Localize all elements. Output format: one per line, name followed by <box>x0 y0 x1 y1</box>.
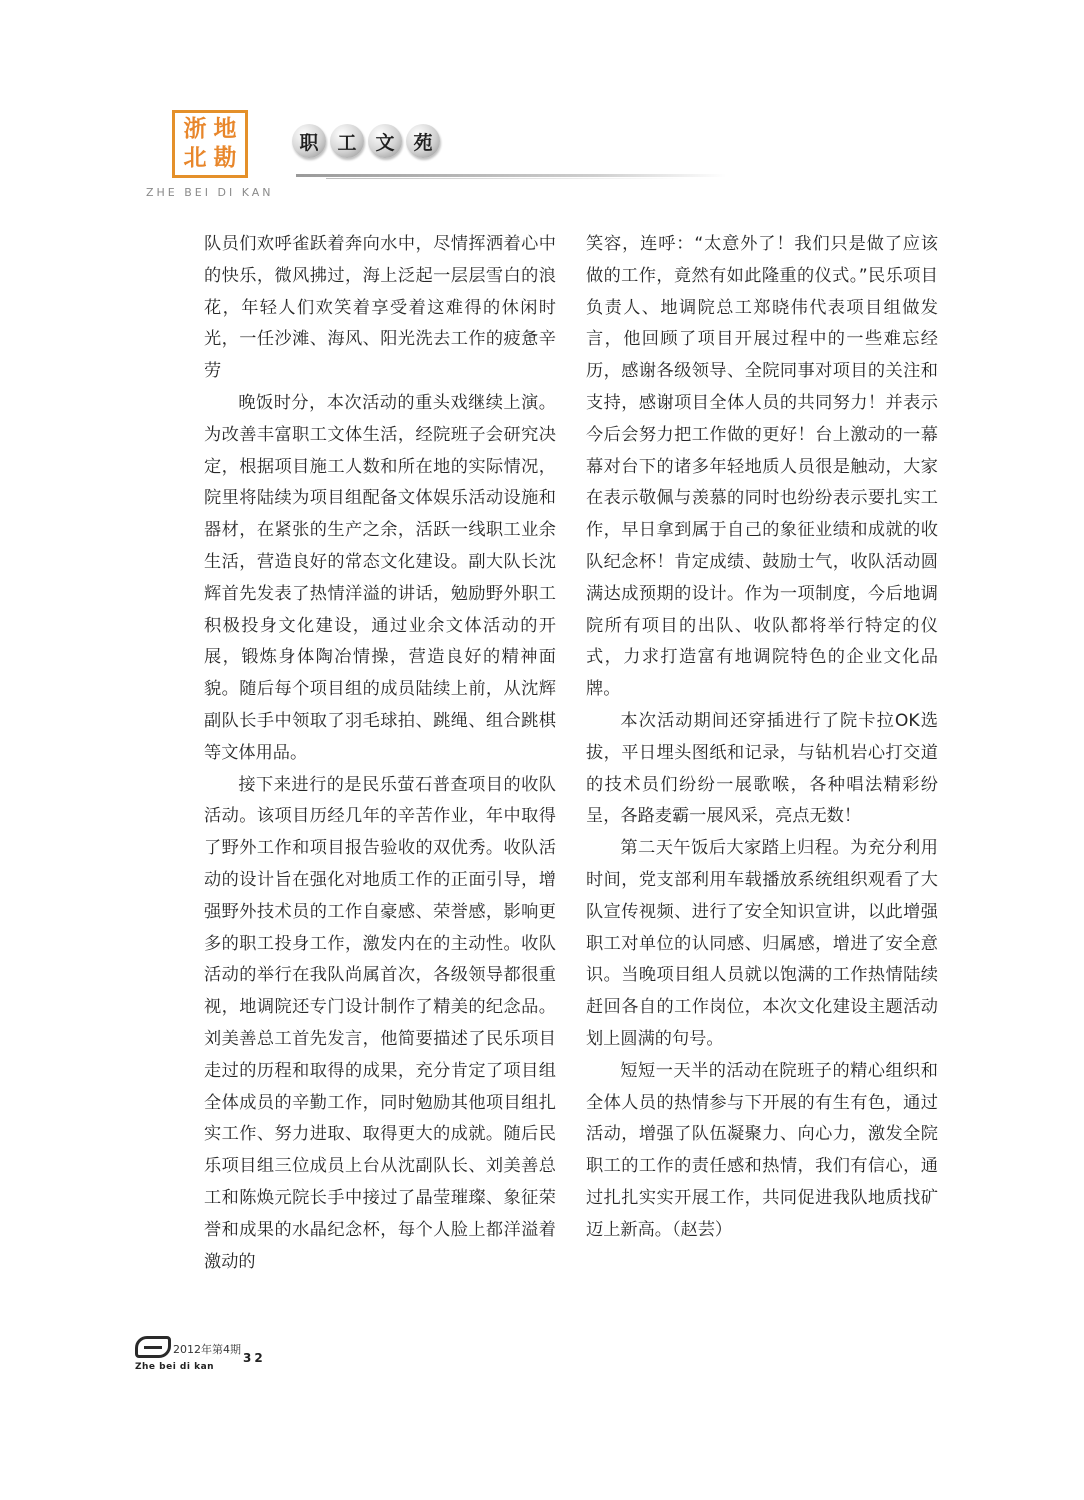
header-divider <box>296 174 726 177</box>
section-title-char: 工 <box>330 124 364 158</box>
logo-char: 地 <box>213 116 237 142</box>
section-title-char: 职 <box>292 124 326 158</box>
logo-char: 北 <box>183 145 207 171</box>
footer-brand: Zhe bei di kan <box>135 1362 215 1372</box>
article-column-left <box>204 229 556 1278</box>
page-number: 32 <box>243 1351 266 1365</box>
issue-label: 2012年第4期 <box>173 1343 241 1356</box>
section-banner <box>286 118 726 188</box>
article-paragraph: 接下来进行的是民乐萤石普查项目的收队活动。该项目历经几年的辛苦作业，年中取得了野外工作和项目报告验收的双优秀。收队活动的设计旨在强化对地质工作的正面引导，增强野外技术员的工作自豪感、荣誉感，影响更多的职工投身工作，激发内在的主动性。收队活动的举行在我队尚属首次，各级领导都很重视，地调院还专门设计制作了精美的纪念品。刘美善总工首先发言，他简要描述了民乐项目走过的历程和取得的成果，充分肯定了项目组全体成员的辛勤工作，同时勉励其他项目组扎实工作、努力进取、取得更大的成就。随后民乐项目组三位成员上台从沈副队长、刘美善总工和陈焕元院长手中接过了晶莹璀璨、象征荣誉和成果的水晶纪念杯，每个人脸上都洋溢着激动的 <box>204 774 556 1272</box>
article-paragraph: 笑容，连呼：“太意外了！我们只是做了应该做的工作，竟然有如此隆重的仪式。”民乐项目负责人、地调院总工郑晓伟代表项目组做发言，他回顾了项目开展过程中的一些难忘经历，感谢各级领导、全院同事对项目的关注和支持，感谢项目全体人员的共同努力！并表示今后会努力把工作做的更好！台上激动的一幕幕对台下的诸多年轻地质人员很是触动，大家在表示敬佩与羡慕的同时也纷纷表示要扎实工作，早日拿到属于自己的象征业绩和成就的收队纪念杯！肯定成绩、鼓励士气，收队活动圆满达成预期的设计。作为一项制度，今后地调院所有项目的出队、收队都将举行特定的仪式，力求打造富有地调院特色的企业文化品牌。 <box>586 234 938 700</box>
magazine-mark-icon <box>135 1336 171 1358</box>
logo-char: 浙 <box>183 116 207 142</box>
article-column-right <box>586 229 938 1247</box>
article-paragraph: 本次活动期间还穿插进行了院卡拉OK选拔，平日埋头图纸和记录，与钻机岩心打交道的技术员们纷纷一展歌喉，各种唱法精彩纷呈，各路麦霸一展风采，亮点无数！ <box>586 710 938 827</box>
article-paragraph: 第二天午饭后大家踏上归程。为充分利用时间，党支部利用车载播放系统组织观看了大队宣传视频、进行了安全知识宣讲，以此增强职工对单位的认同感、归属感，增进了安全意识。当晚项目组人员就以饱满的工作热情陆续赶回各自的工作岗位，本次文化建设主题活动划上圆满的句号。 <box>586 838 938 1049</box>
page-footer <box>135 1336 335 1376</box>
section-title-char: 苑 <box>406 124 440 158</box>
logo-pinyin: ZHE BEI DI KAN <box>146 186 274 199</box>
article-paragraph: 队员们欢呼雀跃着奔向水中，尽情挥洒着心中的快乐，微风拂过，海上泛起一层层雪白的浪花，年轻人们欢笑着享受着这难得的休闲时光，一任沙滩、海风、阳光洗去工作的疲惫辛劳 <box>204 234 556 382</box>
header-divider-thin <box>326 178 686 179</box>
section-title-char: 文 <box>368 124 402 158</box>
article-paragraph: 短短一天半的活动在院班子的精心组织和全体人员的热情参与下开展的有生有色，通过活动，增强了队伍凝聚力、向心力，激发全院职工的工作的责任感和热情，我们有信心，通过扎扎实实开展工作，共同促进我队地质找矿迈上新高。（赵芸） <box>586 1060 938 1240</box>
section-title <box>292 124 440 158</box>
magazine-logo <box>172 110 248 178</box>
logo-char: 勘 <box>213 145 237 171</box>
article-paragraph: 晚饭时分，本次活动的重头戏继续上演。为改善丰富职工文体生活，经院班子会研究决定，根据项目施工人数和所在地的实际情况，院里将陆续为项目组配备文体娱乐活动设施和器材，在紧张的生产之余，活跃一线职工业余生活，营造良好的常态文化建设。副大队长沈辉首先发表了热情洋溢的讲话，勉励野外职工积极投身文化建设，通过业余文体活动的开展，锻炼身体陶冶情操，营造良好的精神面貌。随后每个项目组的成员陆续上前，从沈辉副队长手中领取了羽毛球拍、跳绳、组合跳棋等文体用品。 <box>204 392 556 763</box>
